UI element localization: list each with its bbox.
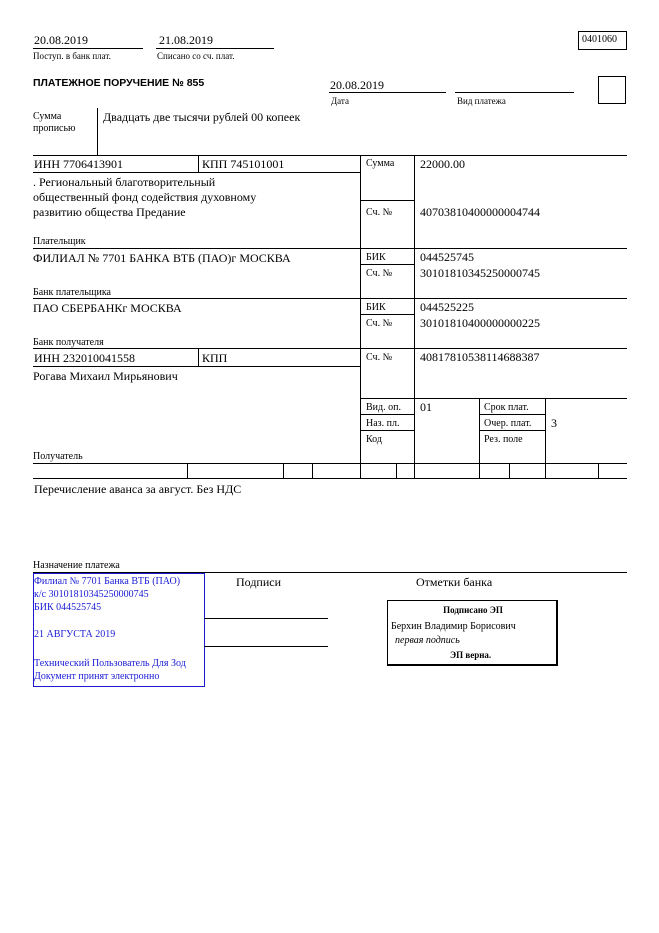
payer-bank-name: ФИЛИАЛ № 7701 БАНКА ВТБ (ПАО)г МОСКВА (33, 251, 291, 265)
divider (509, 463, 510, 478)
divider (479, 398, 480, 478)
divider (545, 398, 546, 478)
divider (360, 398, 627, 399)
stamp-line-5: Технический Пользователь Для Зод (34, 658, 186, 669)
vid-op-value: 01 (420, 400, 432, 414)
recipient-label: Получатель (33, 451, 83, 462)
payer-kpp: КПП 745101001 (202, 157, 285, 171)
signatures-label: Подписи (236, 575, 282, 589)
recipient-bank-bik: 044525225 (420, 300, 474, 314)
amount-label: Сумма (366, 158, 395, 169)
divider (33, 478, 627, 479)
purpose-text: Перечисление аванса за август. Без НДС (34, 482, 242, 496)
recipient-acc-label: Сч. № (366, 352, 393, 363)
divider (33, 155, 627, 156)
divider (33, 366, 360, 367)
divider (33, 298, 627, 299)
stamp-date: 21 АВГУСТА 2019 (34, 629, 116, 640)
naz-pl-label: Наз. пл. (366, 418, 400, 429)
divider (455, 92, 574, 93)
payer-account-label: Сч. № (366, 207, 393, 218)
date-bank-received: 20.08.2019 (34, 33, 88, 47)
divider (414, 155, 415, 478)
recipient-inn: ИНН 232010041558 (34, 351, 135, 365)
e-signature-verified: ЭП верна. (450, 650, 492, 660)
form-code: 0401060 (582, 34, 617, 45)
order-date-label: Дата (331, 96, 349, 106)
srok-label: Срок плат. (484, 402, 529, 413)
recipient-bank-acc-label: Сч. № (366, 318, 393, 329)
divider (360, 264, 414, 265)
kod-label: Код (366, 434, 382, 445)
divider (33, 348, 627, 349)
divider (479, 414, 545, 415)
order-date: 20.08.2019 (330, 78, 384, 92)
divider (360, 414, 414, 415)
divider (283, 463, 284, 478)
payer-inn: ИНН 7706413901 (34, 157, 123, 171)
stamp-line-3: БИК 044525745 (34, 602, 102, 613)
recipient-bank-label: Банк получателя (33, 337, 104, 348)
ocher-label: Очер. плат. (484, 418, 532, 429)
recipient-acc: 40817810538114688387 (420, 350, 540, 364)
purpose-label: Назначение платежа (33, 560, 120, 571)
payer-bank-acc-label: Сч. № (366, 268, 393, 279)
payment-type-label: Вид платежа (457, 96, 506, 106)
divider (33, 172, 360, 173)
recipient-name: Рогава Михаил Мирьянович (33, 369, 178, 383)
bank-marks-label: Отметки банка (416, 575, 493, 589)
divider (156, 48, 274, 49)
amount-value: 22000.00 (420, 157, 465, 171)
divider (33, 48, 143, 49)
divider (198, 155, 199, 172)
divider (360, 155, 361, 478)
divider (598, 463, 599, 478)
payer-name-3: развитию общества Предание (33, 205, 186, 219)
divider (360, 200, 414, 201)
document-title: ПЛАТЕЖНОЕ ПОРУЧЕНИЕ № 855 (33, 77, 205, 89)
payer-bank-bik-label: БИК (366, 252, 386, 263)
e-signature-first: первая подпись (395, 635, 460, 646)
recipient-kpp: КПП (202, 351, 228, 365)
recipient-bank-acc: 30101810400000000225 (420, 316, 540, 330)
payer-name-1: . Региональный благотворительный (33, 175, 216, 189)
divider (312, 463, 313, 478)
ocher-value: 3 (551, 416, 557, 430)
payer-account: 40703810400000004744 (420, 205, 540, 219)
divider (479, 430, 545, 431)
date-debited: 21.08.2019 (159, 33, 213, 47)
divider (329, 92, 446, 93)
payment-type-box (598, 76, 626, 104)
stamp-line-6: Документ принят электронно (34, 671, 160, 682)
amount-words-label-2: прописью (33, 123, 76, 134)
signature-line-1 (204, 618, 328, 619)
divider (198, 348, 199, 366)
payer-bank-bik: 044525745 (420, 250, 474, 264)
divider (187, 463, 188, 478)
amount-words-label-1: Сумма (33, 111, 62, 122)
rez-label: Рез. поле (484, 434, 523, 445)
recipient-bank-bik-label: БИК (366, 302, 386, 313)
vid-op-label: Вид. оп. (366, 402, 401, 413)
divider (396, 463, 397, 478)
divider (33, 248, 627, 249)
stamp-line-2: к/с 30101810345250000745 (34, 589, 149, 600)
payer-bank-label: Банк плательщика (33, 287, 111, 298)
payer-name-2: общественный фонд содействия духовному (33, 190, 257, 204)
payer-label: Плательщик (33, 236, 86, 247)
recipient-bank-name: ПАО СБЕРБАНКг МОСКВА (33, 301, 182, 315)
label-debited: Списано со сч. плат. (157, 51, 235, 61)
payer-bank-acc: 30101810345250000745 (420, 266, 540, 280)
signature-line-2 (204, 646, 328, 647)
label-bank-received: Поступ. в банк плат. (33, 51, 111, 61)
divider (33, 463, 627, 464)
e-signature-title: Подписано ЭП (443, 605, 503, 615)
amount-words-text: Двадцать две тысячи рублей 00 копеек (103, 110, 301, 124)
divider (360, 314, 414, 315)
divider (97, 108, 98, 155)
e-signature-signer: Берхин Владимир Борисович (391, 621, 516, 632)
divider (360, 430, 414, 431)
stamp-line-1: Филиал № 7701 Банка ВТБ (ПАО) (34, 576, 181, 587)
